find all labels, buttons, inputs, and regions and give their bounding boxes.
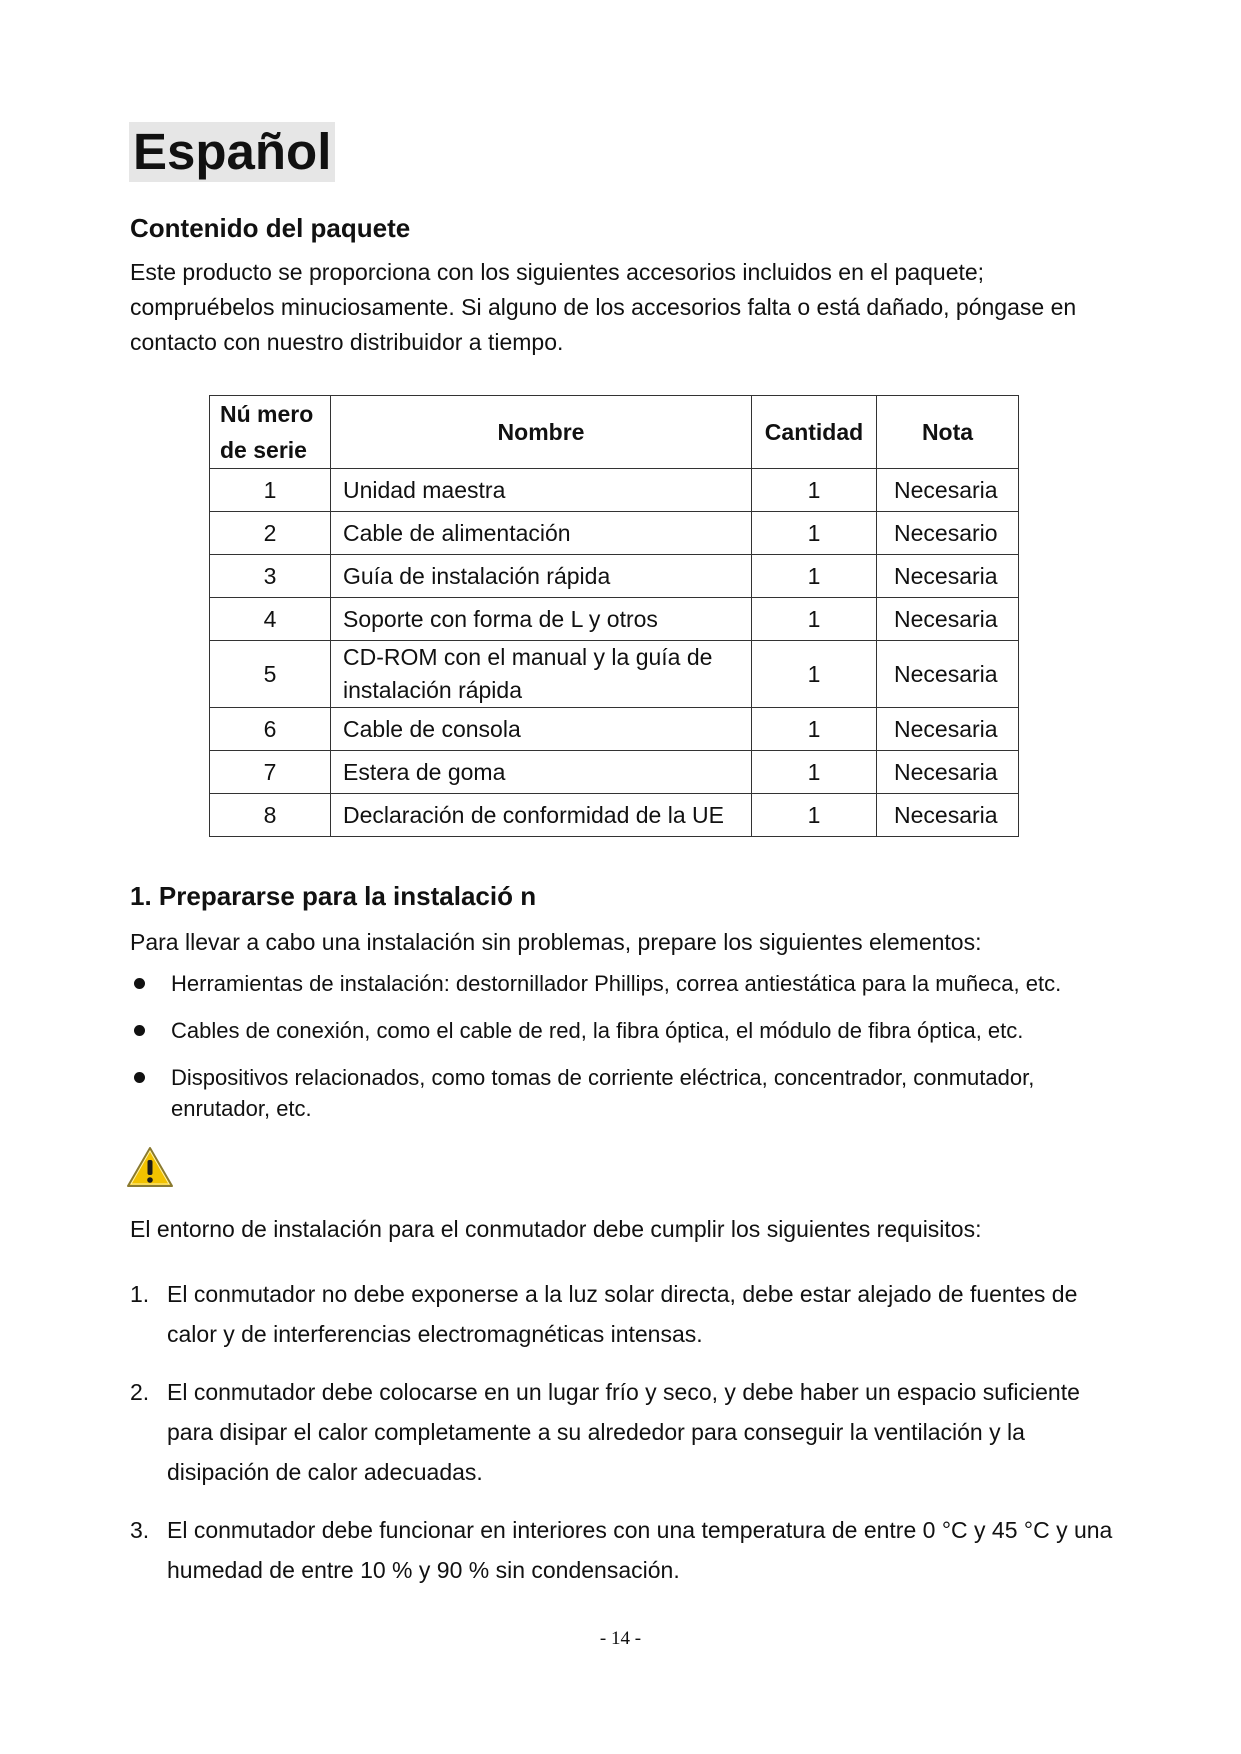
row-quantity: 1 <box>752 469 877 512</box>
prepare-installation-heading: 1. Prepararse para la instalació n <box>130 881 537 911</box>
list-item <box>130 1015 1130 1046</box>
row-number: 8 <box>210 794 331 837</box>
row-quantity: 1 <box>752 708 877 751</box>
list-item <box>130 1274 1130 1354</box>
row-note: Necesaria <box>877 598 1019 641</box>
list-item-text: Dispositivos relacionados, como tomas de corriente eléctrica, concentrador, conmutador, enrutador, etc. <box>171 1065 1035 1121</box>
row-note: Necesaria <box>877 794 1019 837</box>
list-item-number: 2. <box>130 1379 150 1405</box>
row-number: 6 <box>210 708 331 751</box>
list-item <box>130 1372 1130 1492</box>
list-item-text: El conmutador no debe exponerse a la luz solar directa, debe estar alejado de fuentes de calor y de interferencias electromagnéticas intensas. <box>167 1281 1078 1347</box>
row-name: Guía de instalación rápida <box>331 555 752 598</box>
prepare-intro-paragraph: Para llevar a cabo una instalación sin problemas, prepare los siguientes elementos: <box>130 929 982 955</box>
row-number: 5 <box>210 641 331 708</box>
bullet-icon <box>134 1072 145 1083</box>
header-quantity: Cantidad <box>752 396 877 469</box>
row-name: Cable de consola <box>331 708 752 751</box>
list-item <box>130 1062 1130 1124</box>
table-row <box>210 751 1019 794</box>
row-name: Cable de alimentación <box>331 512 752 555</box>
header-note: Nota <box>877 396 1019 469</box>
row-note: Necesaria <box>877 555 1019 598</box>
list-item-number: 1. <box>130 1281 150 1307</box>
row-name: Declaración de conformidad de la UE <box>331 794 752 837</box>
row-number: 1 <box>210 469 331 512</box>
table-row <box>210 794 1019 837</box>
row-name: Estera de goma <box>331 751 752 794</box>
row-name: CD-ROM con el manual y la guía de instalación rápida <box>331 641 752 708</box>
row-quantity: 1 <box>752 794 877 837</box>
row-note: Necesaria <box>877 708 1019 751</box>
row-name: Soporte con forma de L y otros <box>331 598 752 641</box>
package-contents-heading: Contenido del paquete <box>130 213 411 243</box>
row-number: 7 <box>210 751 331 794</box>
table-row <box>210 512 1019 555</box>
requirements-list <box>130 1274 1130 1608</box>
warning-triangle-icon <box>126 1146 174 1188</box>
row-quantity: 1 <box>752 598 877 641</box>
package-intro-paragraph: Este producto se proporciona con los siguientes accesorios incluidos en el paquete; compruébelos minuciosamente. Si alguno de los accesorios falta o está dañado, póngase en contacto con nuestro distribuidor a tiempo. <box>130 259 1077 355</box>
package-contents-table <box>209 395 1019 837</box>
list-item-number: 3. <box>130 1517 150 1543</box>
header-serial-line2: de serie <box>220 437 307 463</box>
row-note: Necesaria <box>877 641 1019 708</box>
preparation-items-list <box>130 968 1130 1140</box>
list-item <box>130 1510 1130 1590</box>
list-item <box>130 968 1130 999</box>
list-item-text: Herramientas de instalación: destornillador Phillips, correa antiestática para la muñeca, etc. <box>171 971 1062 996</box>
list-item-text: El conmutador debe funcionar en interiores con una temperatura de entre 0 °C y 45 °C y una humedad de entre 10 % y 90 % sin condensación. <box>167 1517 1113 1583</box>
header-name: Nombre <box>331 396 752 469</box>
row-note: Necesario <box>877 512 1019 555</box>
row-quantity: 1 <box>752 555 877 598</box>
bullet-icon <box>134 978 145 989</box>
row-note: Necesaria <box>877 751 1019 794</box>
header-serial-line1: Nú mero <box>220 401 314 427</box>
row-number: 4 <box>210 598 331 641</box>
table-header-row <box>210 396 1019 469</box>
environment-intro-paragraph: El entorno de instalación para el conmutador debe cumplir los siguientes requisitos: <box>130 1216 982 1242</box>
table-row <box>210 469 1019 512</box>
row-number: 3 <box>210 555 331 598</box>
row-quantity: 1 <box>752 751 877 794</box>
table-row <box>210 555 1019 598</box>
row-number: 2 <box>210 512 331 555</box>
list-item-text: Cables de conexión, como el cable de red, la fibra óptica, el módulo de fibra óptica, etc. <box>171 1018 1024 1043</box>
row-quantity: 1 <box>752 512 877 555</box>
language-title: Español <box>129 122 335 182</box>
row-quantity: 1 <box>752 641 877 708</box>
table-row <box>210 708 1019 751</box>
list-item-text: El conmutador debe colocarse en un lugar frío y seco, y debe haber un espacio suficiente para disipar el calor completamente a su alrededor para conseguir la ventilación y la disipación de calor adecuadas. <box>167 1379 1080 1485</box>
bullet-icon <box>134 1025 145 1036</box>
row-note: Necesaria <box>877 469 1019 512</box>
table-row <box>210 641 1019 708</box>
row-name: Unidad maestra <box>331 469 752 512</box>
table-row <box>210 598 1019 641</box>
header-serial-number <box>210 396 331 469</box>
page-number: - 14 - <box>599 1628 642 1649</box>
